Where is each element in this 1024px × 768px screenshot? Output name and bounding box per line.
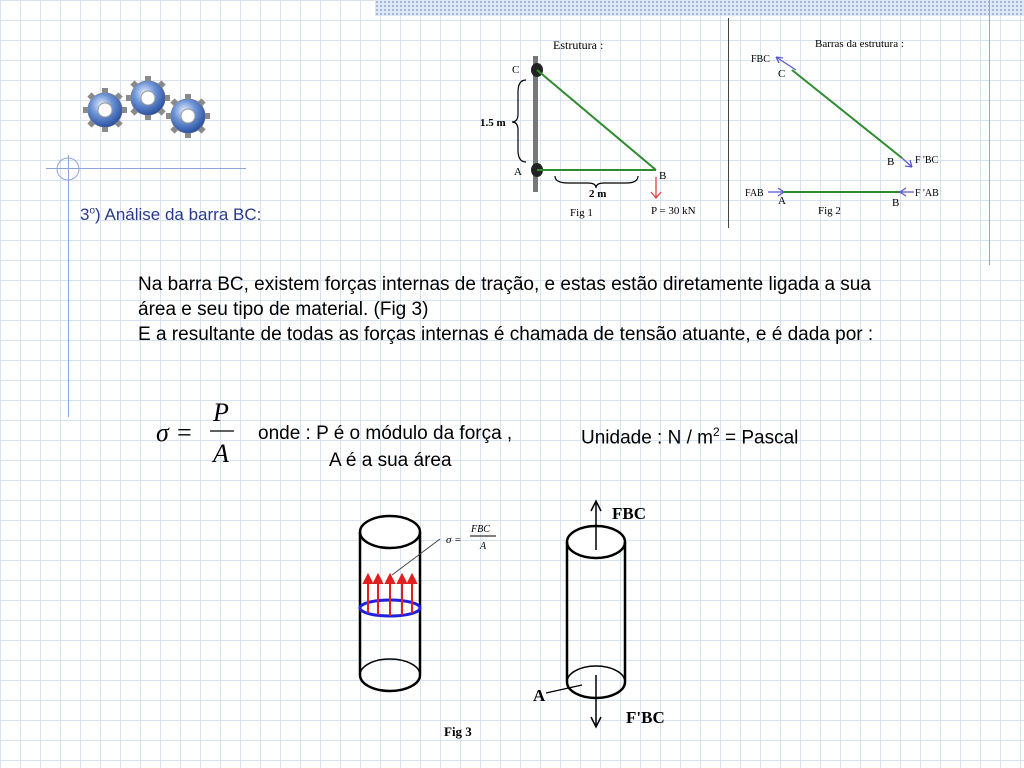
fig3-left-cylinder [360, 516, 440, 691]
unit-prefix: Unidade : N / m [581, 427, 713, 449]
paragraph-stress-definition: E a resultante de todas as forças internas é chamada de tensão atuante, e é dada por : [138, 324, 874, 345]
fig2-heading: Barras da estrutura : [815, 38, 904, 50]
fig2-fab-label: FAB [745, 188, 764, 199]
onde-line-1: onde : P é o módulo da força , [258, 423, 513, 444]
fig1-structure-diagram [470, 30, 720, 230]
slide-title [80, 205, 261, 225]
fig3-cylinders-diagram [340, 495, 680, 745]
stress-formula [150, 395, 250, 475]
unit-text [581, 425, 798, 449]
fig2-fbc-label: FBC [751, 54, 770, 65]
fig1-label-a: A [514, 166, 522, 178]
frame-line-left [68, 155, 69, 417]
fig3-formula-sigma: σ = [446, 534, 462, 546]
fig1-label-c: C [512, 64, 520, 76]
formula-denominator: A [213, 439, 229, 468]
fig2-label-a: A [778, 195, 786, 207]
unit-suffix: = Pascal [719, 427, 799, 449]
slide-title-ordinal: o [89, 205, 96, 217]
fig3-area-leader [546, 685, 582, 693]
onde-line-2: A é a sua área [329, 450, 452, 471]
slide-title-text: ) Análise da barra BC: [95, 205, 262, 224]
fig1-label-b: B [659, 170, 667, 182]
fig1-dim-vertical: 1.5 m [480, 117, 506, 129]
fig1-brace-horizontal [555, 176, 638, 188]
fig1-caption: Fig 1 [570, 207, 593, 219]
gears-logo-icon [78, 72, 218, 147]
fig1-brace-vertical [512, 80, 526, 162]
fig2-label-c: C [778, 68, 786, 80]
fig3-caption: Fig 3 [444, 724, 472, 739]
fig3-formula-den: A [480, 541, 487, 552]
fig2-bar-bc [792, 70, 902, 158]
fig3-top-force-label: FBC [612, 504, 646, 523]
fig3-formula-num: FBC [471, 524, 490, 535]
figure-divider [728, 18, 729, 228]
fig1-heading: Estrutura : [553, 38, 604, 52]
fig3-bottom-force-label: F'BC [626, 708, 665, 727]
fig1-bar-bc [537, 70, 656, 170]
fig3-stress-arrows [364, 575, 416, 616]
fig1-load-label: P = 30 kN [651, 205, 696, 217]
formula-numerator: P [213, 398, 229, 427]
fig2-label-b-top: B [887, 156, 895, 168]
fig2-label-b-bottom: B [892, 197, 900, 209]
paragraph-internal-forces: Na barra BC, existem forças internas de tração, e estas estão diretamente ligada a sua área e seu tipo de material. (Fig 3) [138, 274, 871, 320]
fig2-fbc-prime-label: F 'BC [915, 155, 939, 166]
unit-exponent: 2 [713, 425, 720, 439]
fig3-right-cylinder [546, 501, 625, 727]
fig3-area-label: A [533, 686, 546, 705]
body-text [138, 272, 898, 347]
slide-title-number: 3 [80, 205, 90, 224]
formula-sigma: σ = [156, 418, 193, 447]
header-band [375, 0, 1024, 16]
fig2-bars-diagram [740, 30, 965, 230]
fig2-caption: Fig 2 [818, 205, 841, 217]
frame-line-right [989, 0, 990, 265]
frame-circle-ornament [54, 155, 82, 183]
fig2-fab-prime-label: F 'AB [915, 188, 939, 199]
fig1-dim-horizontal: 2 m [589, 188, 607, 200]
